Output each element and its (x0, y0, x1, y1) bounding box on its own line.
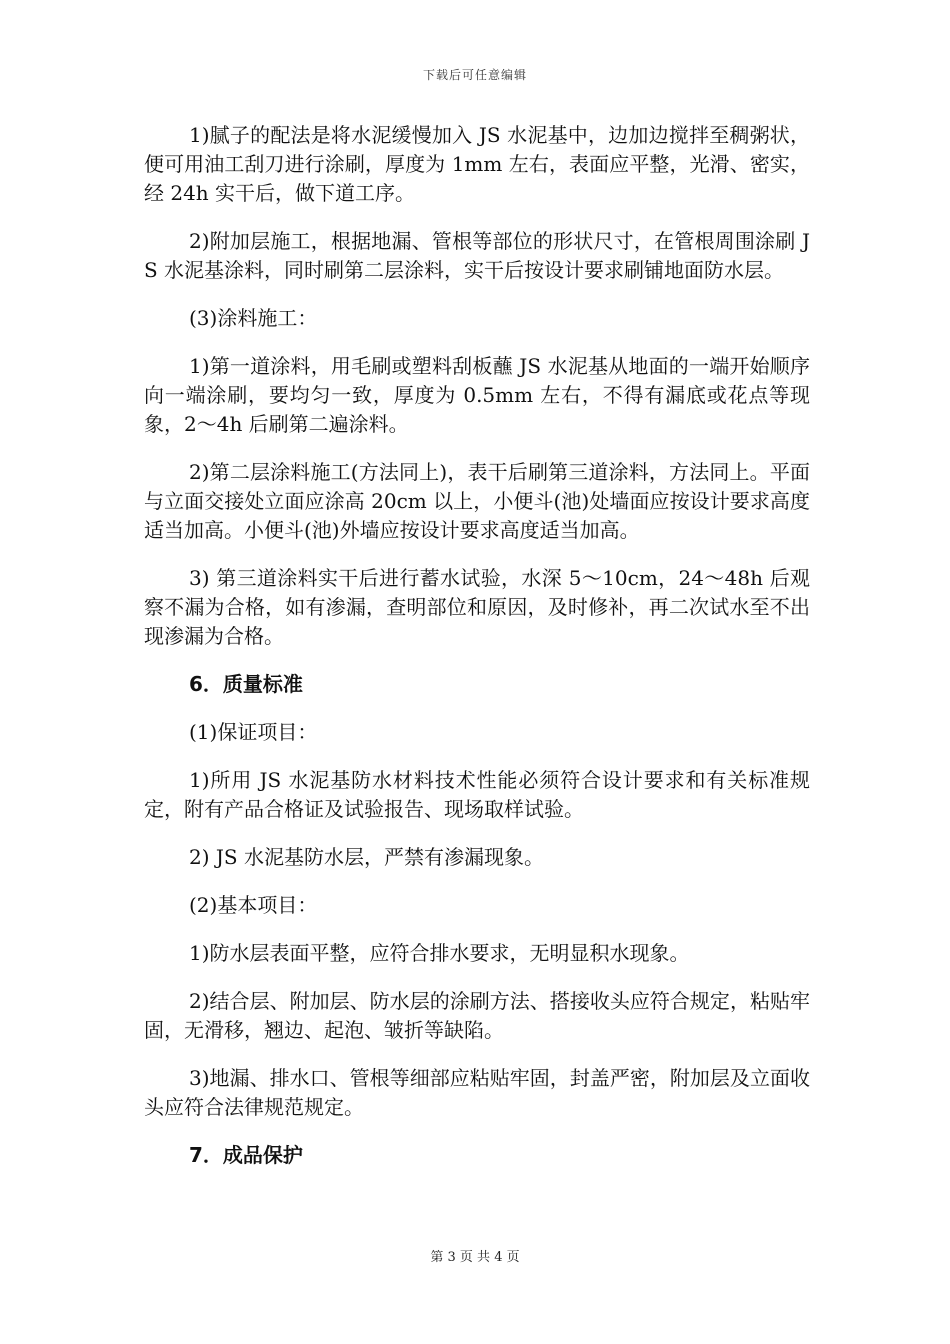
paragraph: 3)地漏、排水口、管根等细部应粘贴牢固，封盖严密，附加层及立面收头应符合法律规范规定。 (144, 1066, 810, 1119)
paragraph: 2) JS 水泥基防水层，严禁有渗漏现象。 (189, 845, 544, 869)
page-footer: 第 3 页 共 4 页 (430, 1250, 520, 1265)
document-body (144, 121, 810, 1189)
section-heading: 6．质量标准 (189, 672, 303, 696)
paragraph: 2)第二层涂料施工(方法同上)，表干后刷第三道涂料，方法同上。平面与立面交接处立面应涂高 20cm 以上，小便斗(池)处墙面应按设计要求高度适当加高。小便斗(池)外墙应按设计要求高度适当加高。 (144, 460, 810, 542)
paragraph: 1)第一道涂料，用毛刷或塑料刮板蘸 JS 水泥基从地面的一端开始顺序向一端涂刷，要均匀一致，厚度为 0.5mm 左右，不得有漏底或花点等现象，2～4h 后刷第二遍涂料。 (144, 354, 810, 436)
paragraph: 2)结合层、附加层、防水层的涂刷方法、搭接收头应符合规定，粘贴牢固，无滑移，翘边、起泡、皱折等缺陷。 (144, 989, 810, 1042)
paragraph: (1)保证项目： (189, 720, 318, 744)
paragraph: (3)涂料施工： (189, 306, 318, 330)
section-heading: 7．成品保护 (189, 1143, 303, 1167)
paragraph: 1)腻子的配法是将水泥缓慢加入 JS 水泥基中，边加边搅拌至稠粥状，便可用油工刮刀进行涂刷，厚度为 1mm 左右，表面应平整，光滑、密实，经 24h 实干后，做下道工序。 (144, 123, 810, 205)
paragraph: 1)防水层表面平整，应符合排水要求，无明显积水现象。 (189, 941, 690, 965)
paragraph: 3) 第三道涂料实干后进行蓄水试验，水深 5～10cm，24～48h 后观察不漏为合格，如有渗漏，查明部位和原因，及时修补，再二次试水至不出现渗漏为合格。 (144, 566, 810, 648)
paragraph: 1)所用 JS 水泥基防水材料技术性能必须符合设计要求和有关标准规定，附有产品合格证及试验报告、现场取样试验。 (144, 768, 810, 821)
paragraph: 2)附加层施工，根据地漏、管根等部位的形状尺寸，在管根周围涂刷 JS 水泥基涂料，同时刷第二层涂料，实干后按设计要求刷铺地面防水层。 (144, 229, 810, 282)
paragraph: (2)基本项目： (189, 893, 318, 917)
page-header: 下载后可任意编辑 (422, 68, 527, 82)
